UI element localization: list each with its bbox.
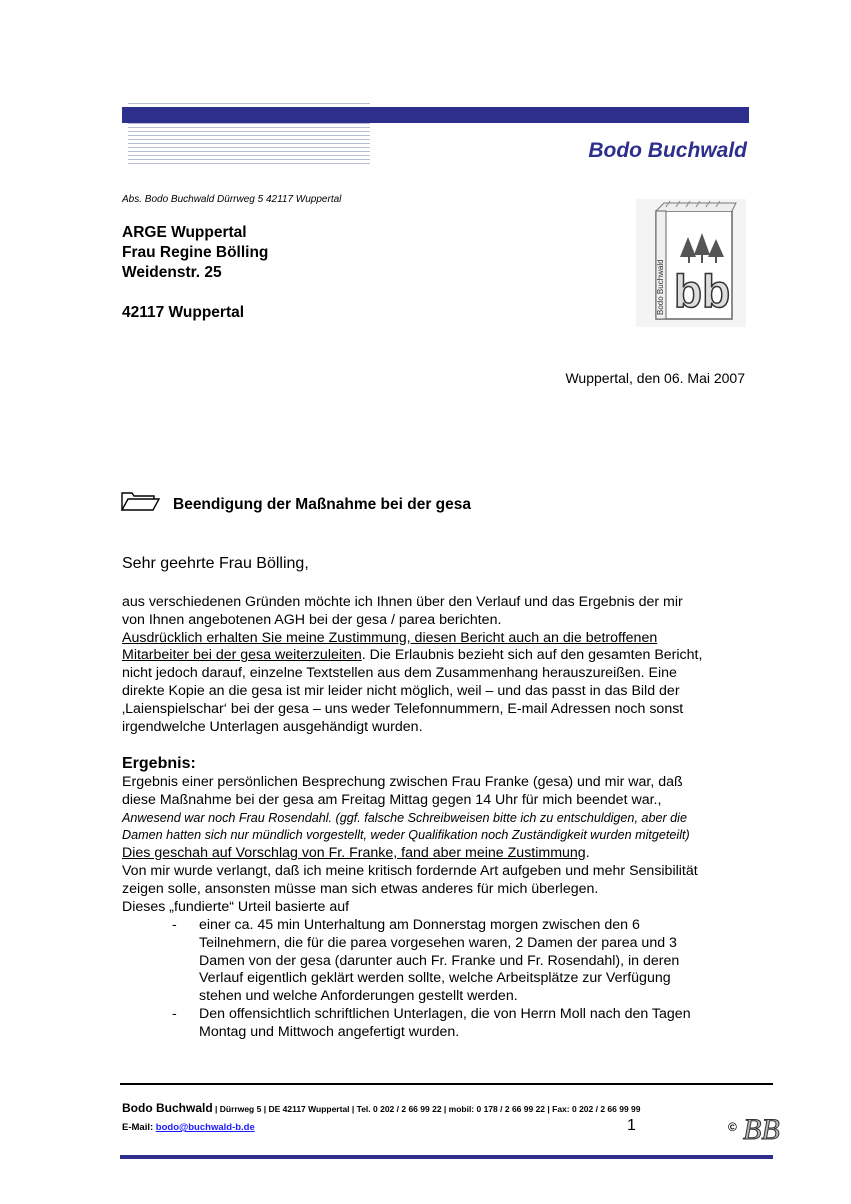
underlined-text: Mitarbeiter bei der gesa weiterzuleiten bbox=[122, 647, 362, 664]
footer-email-row bbox=[122, 1122, 255, 1133]
text-line: Den offensichtlich schriftlichen Unterlagen, die von Herrn Moll nach den Tagen bbox=[199, 1005, 691, 1022]
footer-name: Bodo Buchwald bbox=[122, 1101, 213, 1115]
recipient-line-1: ARGE Wuppertal bbox=[122, 224, 247, 241]
text-line: Von mir wurde verlangt, daß ich meine kritisch fordernde Art aufgeben und mehr Sensibilität bbox=[122, 862, 698, 879]
letterhead-name: Bodo Buchwald bbox=[588, 139, 747, 162]
result-heading: Ergebnis: bbox=[122, 755, 196, 772]
svg-text:bb: bb bbox=[674, 265, 731, 317]
footer-details: | Dürrweg 5 | DE 42117 Wuppertal | Tel. 0 202 / 2 66 99 22 | mobil: 0 178 / 2 66 99 22 | Fax: 0 202 / 2 66 99 99 bbox=[212, 1104, 641, 1114]
text-line: Ergebnis einer persönlichen Besprechung zwischen Frau Franke (gesa) und mir war, daß bbox=[122, 774, 683, 790]
list-item bbox=[172, 1006, 772, 1042]
intro-paragraph bbox=[122, 594, 772, 736]
text-line: ‚Laienspielschar‘ bei der gesa – uns weder Telefonnummern, E-mail Adressen noch sonst bbox=[122, 700, 684, 717]
sender-line: Abs. Bodo Buchwald Dürrweg 5 42117 Wuppertal bbox=[122, 194, 342, 205]
text-span: . Die Erlaubnis bezieht sich auf den gesamten Bericht, bbox=[361, 647, 703, 664]
svg-text:Bodo Buchwald: Bodo Buchwald bbox=[656, 259, 665, 315]
svg-text:BB: BB bbox=[743, 1113, 780, 1146]
text-line: diese Maßnahme bei der gesa am Freitag Mittag gegen 14 Uhr für mich beendet war., bbox=[122, 791, 662, 808]
text-line: Damen von der gesa (darunter auch Fr. Franke und Fr. Rosendahl), in deren bbox=[199, 952, 680, 969]
list-item bbox=[172, 917, 772, 1006]
text-line: Verlauf eigentlich geklärt werden sollte, welche Arbeitsplätze zur Verfügung bbox=[199, 970, 671, 987]
text-line: Teilnehmern, die für die parea vorgesehen waren, 2 Damen der parea und 3 bbox=[199, 934, 677, 951]
text-line: von Ihnen angebotenen AGH bei der gesa / parea berichten. bbox=[122, 611, 502, 628]
recipient-line-2: Frau Regine Bölling bbox=[122, 244, 269, 261]
text-line: nicht jedoch darauf, einzelne Textstellen aus dem Zusammenhang herauszureißen. Eine bbox=[122, 665, 677, 682]
footer-contact bbox=[122, 1101, 641, 1115]
recipient-address bbox=[122, 223, 268, 323]
monogram-logo-icon bbox=[741, 1105, 780, 1149]
text-line: aus verschiedenen Gründen möchte ich Ihnen über den Verlauf und das Ergebnis der mir bbox=[122, 594, 683, 610]
bullet-dash: - bbox=[172, 1005, 177, 1022]
text-line: stehen und welche Anforderungen gestellt werden. bbox=[199, 988, 518, 1005]
bullet-dash: - bbox=[172, 917, 177, 933]
text-line: Dieses „fundierte“ Urteil basierte auf bbox=[122, 898, 350, 915]
header-bar bbox=[122, 107, 749, 123]
text-line: zeigen solle, ansonsten müsse man sich etwas anderes für mich überlegen. bbox=[122, 880, 599, 897]
italic-note: Damen hatten sich nur mündlich vorgestellt, weder Qualifikation noch Zuständigkeit wurden mitgeteilt) bbox=[122, 828, 690, 843]
salutation: Sehr geehrte Frau Bölling, bbox=[122, 555, 309, 572]
copyright-symbol: © bbox=[728, 1120, 737, 1134]
text-line: Montag und Mittwoch angefertigt wurden. bbox=[199, 1023, 460, 1040]
result-paragraph bbox=[122, 774, 772, 916]
recipient-city: 42117 Wuppertal bbox=[122, 304, 245, 321]
email-label: E-Mail: bbox=[122, 1122, 156, 1133]
subject-line: Beendigung der Maßnahme bei der gesa bbox=[173, 496, 472, 513]
letter-date: Wuppertal, den 06. Mai 2007 bbox=[565, 370, 745, 386]
bullet-list bbox=[172, 917, 772, 1042]
footer-bar bbox=[120, 1155, 773, 1159]
text-line: direkte Kopie an die gesa ist mir leider nicht möglich, weil – und das passt in das Bild der bbox=[122, 682, 680, 699]
text-line: einer ca. 45 min Unterhaltung am Donnerstag morgen zwischen den 6 bbox=[199, 917, 640, 933]
page-number: 1 bbox=[627, 1117, 636, 1134]
recipient-line-3: Weidenstr. 25 bbox=[122, 264, 222, 281]
text-span: . bbox=[585, 845, 590, 862]
folder-icon bbox=[120, 490, 160, 512]
underlined-line: Ausdrücklich erhalten Sie meine Zustimmung, diesen Bericht auch an die betroffenen bbox=[122, 629, 658, 646]
email-link[interactable]: bodo@buchwald-b.de bbox=[155, 1122, 255, 1133]
footer-rule bbox=[120, 1083, 773, 1085]
italic-note: Anwesend war noch Frau Rosendahl. (ggf. falsche Schreibweisen bitte ich zu entschuldigen, aber die bbox=[122, 810, 687, 825]
text-line: irgendwelche Unterlagen ausgehändigt wurden. bbox=[122, 718, 423, 735]
book-logo-icon bbox=[636, 199, 746, 327]
underlined-text: Dies geschah auf Vorschlag von Fr. Franke, fand aber meine Zustimmung bbox=[122, 845, 586, 862]
